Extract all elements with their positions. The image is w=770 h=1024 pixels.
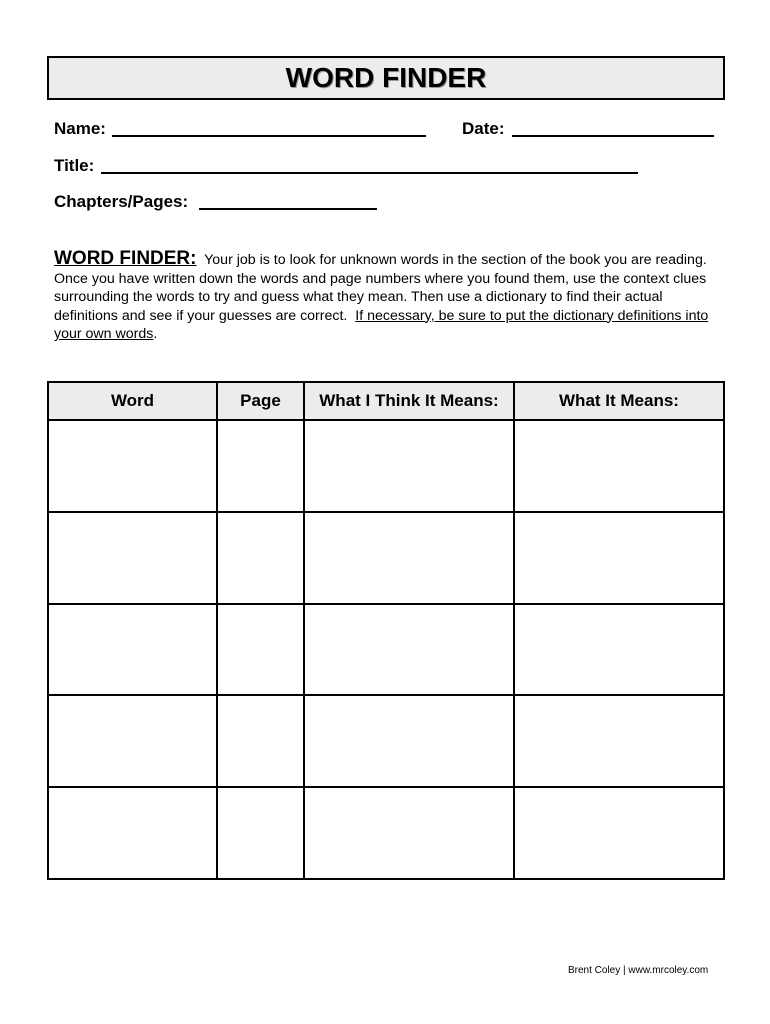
table-row bbox=[48, 512, 724, 604]
title-field[interactable] bbox=[101, 172, 638, 174]
think-means-cell[interactable] bbox=[304, 604, 514, 696]
page-cell[interactable] bbox=[217, 512, 304, 604]
word-table bbox=[47, 381, 725, 880]
word-cell[interactable] bbox=[48, 420, 217, 512]
title-box bbox=[47, 56, 725, 100]
means-cell[interactable] bbox=[514, 604, 724, 696]
chapters-field[interactable] bbox=[199, 208, 377, 210]
chapters-label: Chapters/Pages: bbox=[54, 192, 189, 211]
table-header-row bbox=[48, 382, 724, 420]
table-row bbox=[48, 787, 724, 879]
think-means-cell[interactable] bbox=[304, 787, 514, 879]
table-row bbox=[48, 420, 724, 512]
word-cell[interactable] bbox=[48, 512, 217, 604]
word-cell[interactable] bbox=[48, 695, 217, 787]
instructions bbox=[54, 250, 714, 344]
page-cell[interactable] bbox=[217, 420, 304, 512]
title-label: Title: bbox=[54, 156, 95, 175]
word-cell[interactable] bbox=[48, 604, 217, 696]
think-means-cell[interactable] bbox=[304, 695, 514, 787]
header-means: What It Means: bbox=[514, 382, 724, 420]
think-means-cell[interactable] bbox=[304, 420, 514, 512]
date-field[interactable] bbox=[512, 135, 714, 137]
page-title: WORD FINDER bbox=[285, 62, 487, 93]
header-word: Word bbox=[48, 382, 217, 420]
page-cell[interactable] bbox=[217, 787, 304, 879]
instructions-heading: WORD FINDER: bbox=[54, 248, 197, 269]
instructions-underlined: If necessary, be sure to put the dictionary definitions into your own words bbox=[54, 307, 709, 342]
table-row bbox=[48, 604, 724, 696]
means-cell[interactable] bbox=[514, 695, 724, 787]
page-cell[interactable] bbox=[217, 695, 304, 787]
instructions-end: . bbox=[153, 326, 158, 342]
means-cell[interactable] bbox=[514, 420, 724, 512]
means-cell[interactable] bbox=[514, 512, 724, 604]
name-label: Name: bbox=[54, 119, 106, 138]
word-cell[interactable] bbox=[48, 787, 217, 879]
think-means-cell[interactable] bbox=[304, 512, 514, 604]
footer-credit: Brent Coley | www.mrcoley.com bbox=[568, 965, 709, 976]
page-cell[interactable] bbox=[217, 604, 304, 696]
header-think-means: What I Think It Means: bbox=[304, 382, 514, 420]
table-row bbox=[48, 695, 724, 787]
means-cell[interactable] bbox=[514, 787, 724, 879]
instructions-body: Your job is to look for unknown words in the section of the book you are reading. Once you have written down the words and page numbers where you found them, use the context clues surrounding the words to try and guess what they mean. Then use a dictionary to find their actual definitions and see if your guesses are correct. bbox=[54, 252, 707, 324]
date-label: Date: bbox=[462, 119, 505, 138]
header-page: Page bbox=[217, 382, 304, 420]
name-field[interactable] bbox=[112, 135, 426, 137]
